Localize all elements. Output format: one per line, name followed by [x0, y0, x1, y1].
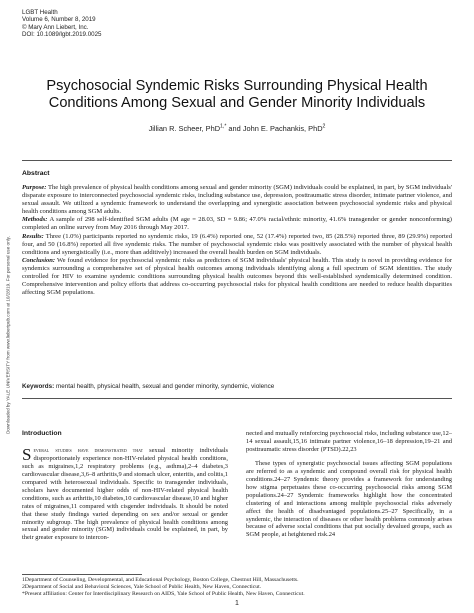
intro-text-1: sexual minority individuals disproportionately experience non-HIV-related physical health conditions, such as migraines,1,2 respiratory problems (e.g., asthma),2–4 diabetes,3 cardiovascular disease,3,6–8 arthritis,9 and stomach ulcer, enteritis, and colitis,1 compared with heterosexual individuals. Specific to transgender individuals, scholars have documented higher odds of non-HIV-related physical health conditions, such as arthritis,10 diabetes,10 cardiovascular disease,10 and higher rates of migraines,11 compared with cisgender individuals. It should be noted that these study findings varied depending on sex and/or sexual or gender minority subgroup. The high prevalence of physical health conditions among sexual and gender minority (SGM) individuals could be explained, in part, by their greater exposure to intercon-	[22, 446, 228, 542]
introduction-heading: Introduction	[22, 430, 62, 437]
article-title	[20, 78, 454, 112]
author-1-affiliation: 1,*	[220, 123, 227, 130]
download-watermark	[4, 180, 12, 490]
author-2: John E. Pachankis, PhD	[242, 124, 323, 133]
article-title-line2: Conditions Among Sexual and Gender Minority Individuals	[48, 95, 426, 111]
intro-paragraph-3: These types of synergistic psychosocial issues affecting SGM populations are referred to as a syndemic and compound overall risk for physical health conditions.24–27 Syndemic theory provides a framework for understanding how stigma perpetuates these co-occurring psychosocial risks among SGM populations.24–27 Syndemic frameworks highlight how the concentrated clustering of and interactions among multiple psychosocial risks adversely affect the health of disadvantaged populations.25–27 Specifically, in a syndemic, the interaction of diseases or other health problems commonly arises because of adverse social conditions that put socially devalued groups, such as SGM people, at heightened risk.24	[246, 459, 452, 539]
intro-paragraph-1	[22, 444, 228, 542]
footnotes	[22, 577, 452, 598]
author-1: Jillian R. Scheer, PhD	[148, 124, 221, 133]
journal-name: LGBT Health	[22, 9, 58, 16]
author-list	[20, 124, 454, 133]
abstract-body	[22, 184, 452, 297]
author-2-affiliation: 2	[322, 123, 326, 130]
journal-volume: Volume 6, Number 8, 2019	[22, 16, 96, 24]
footnote-3: *Present affiliation: Center for Interdisciplinary Research on AIDS, Yale School of Public Health, New Haven, Connecticut.	[22, 591, 305, 597]
footnote-1: 1Department of Counseling, Developmental, and Educational Psychology, Boston College, Chestnut Hill, Massachusetts.	[22, 577, 299, 583]
right-column	[246, 430, 452, 539]
results-label: Results:	[22, 232, 44, 240]
results-text: Three (1.0%) participants reported no syndemic risks, 19 (6.4%) reported one, 52 (17.4%) reported two, 85 (28.5%) reported three, 89 (29.9%) reported four, and 50 (16.8%) reported all five syndemic risks. The number of psychosocial syndemic risks was positively associated with the number of physical health conditions and synergistically (i.e., more than additively) increased the overall health burden on SGM individuals.	[22, 232, 452, 256]
author-connector: and	[226, 124, 243, 133]
journal-copyright: © Mary Ann Liebert, Inc.	[22, 23, 89, 31]
conclusion-label: Conclusion:	[22, 256, 56, 264]
purpose-label: Purpose:	[22, 184, 47, 191]
abstract-top-rule	[22, 160, 452, 161]
journal-info	[22, 9, 101, 39]
abstract-heading: Abstract	[22, 170, 50, 177]
page-number: 1	[235, 600, 239, 607]
methods-label: Methods:	[22, 216, 48, 224]
article-title-line1: Psychosocial Syndemic Risks Surrounding Physical Health	[46, 78, 428, 94]
footnote-2: 2Department of Social and Behavioral Sciences, Yale School of Public Health, New Haven, Connecticut.	[22, 584, 262, 590]
conclusion-text: We found evidence for psychosocial syndemic risks as predictors of SGM individuals' physical health. This study is novel in providing evidence for syndemics surrounding a comprehensive set of physical health outcomes among individuals identifying along a full spectrum of SGM identities. The study controlled for HIV to examine syndemic conditions surrounding physical health outcomes beyond this well-established syndemically determined condition. Comprehensive intervention and policy efforts that address co-occurring psychosocial risks for physical health conditions are needed to reduce health disparities affecting SGM populations.	[22, 256, 452, 297]
journal-doi: DOI: 10.1089/lgbt.2019.0025	[22, 31, 102, 39]
intro-lead: everal studies have demonstrated that	[33, 446, 144, 454]
methods-text: A sample of 298 self-identified SGM adults (M age = 28.03, SD = 9.86; 47.0% racial/ethnic minority, 41.6% transgender or gender nonconforming) completed an online survey from May 2016 through May 2017.	[22, 216, 452, 232]
download-watermark-text: Downloaded by YALE UNIVERSITY from www.liebertpub.com at 10/28/19. For personal use only.	[5, 236, 11, 434]
keywords	[22, 383, 452, 390]
left-column	[22, 430, 228, 542]
footnote-rule	[22, 574, 142, 575]
keywords-label: Keywords:	[22, 383, 55, 390]
abstract-bottom-rule	[22, 398, 452, 399]
keywords-text: mental health, physical health, sexual and gender minority, syndemic, violence	[54, 383, 275, 390]
purpose-text: The high prevalence of physical health conditions among sexual and gender minority (SGM) individuals could be explained, in part, by SGM individuals' disparate exposure to interconnected psychosocial syndemic risks, including substance use, depression, posttraumatic stress disorder, intimate partner violence, and sexual assault. We utilized a syndemic framework to understand the overlapping and synergistic association between psychosocial syndemic risks and physical health conditions among SGM adults.	[22, 184, 452, 216]
drop-cap: S	[22, 444, 32, 464]
abstract-paragraph	[22, 184, 452, 297]
intro-paragraph-2: nected and mutually reinforcing psychosocial risks, including substance use,12–14 sexual assault,15,16 intimate partner violence,16–18 depression,19–21 and posttraumatic stress disorder (PTSD).22,23	[246, 430, 452, 453]
